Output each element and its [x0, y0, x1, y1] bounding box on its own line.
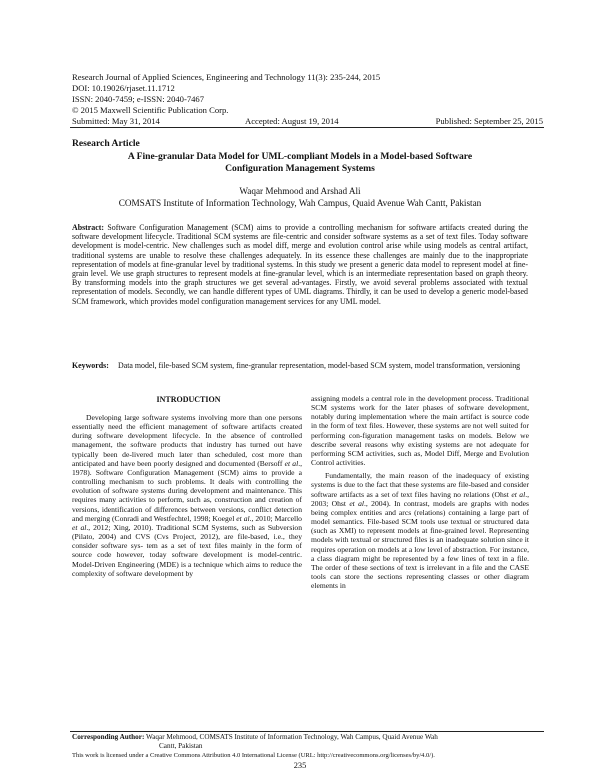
copyright: © 2015 Maxwell Scientific Publication Corp.: [72, 105, 229, 115]
introduction-heading: INTRODUCTION: [156, 395, 221, 404]
corresponding-author-label: Corresponding Author:: [72, 733, 145, 741]
abstract: [72, 223, 528, 306]
left-column: [72, 413, 302, 578]
issn: ISSN: 2040-7459; e-ISSN: 2040-7467: [72, 94, 205, 104]
corresponding-author: Corresponding Author: Waqar Mehmood, COMSATS Institute of Information Technology, Wah Campus, Quaid Avenue Wah: [72, 733, 438, 741]
submitted-date: Submitted: May 31, 2014: [72, 116, 160, 126]
article-type: Research Article: [72, 138, 140, 149]
intro-paragraph-right-2: Fundamentally, the main reason of the inadequacy of existing systems is due to the fact that these systems are file-based and consider software artifacts as a set of text files having no relations (Ohst et al., 2003; Ohst et al., 2004). In contrast, models are graphs with nodes being complex entities and arcs (relations) containing a large part of model semantics. File-based SCM tools use textual or structured data (such as XMI) to represent models at fine-grained level. Representing models with textual or structured files is an inadequate solution since it requires operation on models at a low level of abstraction. For instance, a class diagram might be represented by a few lines of text in a file. The order of these sections of text is irrelevant in a file and the CASE tools can store the sections representing classes or other diagram elements in: [311, 471, 529, 591]
footer-divider: [70, 731, 544, 732]
title-line-1: A Fine-granular Data Model for UML-compliant Models in a Model-based Software: [127, 151, 473, 162]
license-notice: This work is licensed under a Creative Commons Attribution 4.0 International License (URL: http://creativecommons.org/licenses/by/4.0/).: [72, 752, 435, 759]
authors: Waqar Mehmood and Arshad Ali: [239, 186, 361, 196]
corresponding-author-city: Cantt, Pakistan: [159, 742, 203, 750]
intro-paragraph-right-1: assigning models a central role in the development process. Traditional SCM systems work for the later phases of software development, notably during implementation where the main artifact is source code in the form of text files. However, these systems are not well suited for performing con-figuration management tasks on models. Below we describe several reasons why existing systems are not adequate for performing SCM activities, such as, Model Diff, Merge and Evolution Control activities.: [311, 394, 529, 468]
header-divider: [70, 127, 544, 128]
published-date: Published: September 25, 2015: [435, 116, 543, 126]
title-line-2: Configuration Management Systems: [225, 163, 375, 174]
keywords-text: Data model, file-based SCM system, fine-granular representation, model-based SCM system, model transformation, versioning: [118, 361, 521, 370]
abstract-label: Abstract:: [72, 223, 104, 232]
abstract-text: Software Configuration Management (SCM) aims to provide a controlling mechanism for software artifacts created during the software development lifecycle. Traditional SCM systems are file-centric and consider software systems as a set of text files. Today software development is model-centric. New challenges such as model diff, merge and evolution control arise while using models as central artifact, traditional systems are unable to resolve these challenges adequately. In its essence these challenges are mainly due to the inappropriate representation of models at fine-granular level by traditional systems. In this study we present a generic data model to represent model at fine-grain level. We use graph structures to represent models at fine-granular level, which is an intermediate representation based on graph theory. By transforming models into the graph structures we get several ad-vantages. Firstly, we avoid several problems associated with textual representation of models. Secondly, we can handle different types of UML diagrams. Thirdly, it can be used to develop a generic model-based SCM framework, which provides model configuration management services for any UML model.: [72, 223, 528, 306]
journal-citation: Research Journal of Applied Sciences, Engineering and Technology 11(3): 235-244, 2015: [72, 72, 381, 82]
page-number: 235: [293, 761, 307, 770]
accepted-date: Accepted: August 19, 2014: [245, 116, 339, 126]
doi: DOI: 10.19026/rjaset.11.1712: [72, 83, 175, 93]
affiliation: COMSATS Institute of Information Technology, Wah Campus, Quaid Avenue Wah Cantt, Pakistan: [118, 198, 482, 208]
intro-paragraph-1: Developing large software systems involving more than one persons essentially need the efficient management of software artifacts created during software development lifecycle. In the absence of controlled management, the software products that industry has turned out have typically been de-livered much later than scheduled, cost more than anticipated and have been poorly designed and documented (Bersoff et al., 1978). Software Configuration Management (SCM) aims to provide a controlling mechanism to such problems. It deals with controlling the evolution of software systems during development and maintenance. This requires many activities to perform, such as, construction and creation of versions, identification of differences between versions, conflict detection and merging (Conradi and Westfechtel, 1998; Koegel et al., 2010; Marcello et al., 2012; Xing, 2010). Traditional SCM Systems, such as Subversion (Pilato, 2004) and CVS (Cvs Project, 2012), are file-based, i.e., they consider software sys- tem as a set of text files mainly in the form of source code however, today software development is model-centric. Model-Driven Engineering (MDE) is a technique which aims to reduce the complexity of software development by: [72, 413, 302, 578]
keywords-label: Keywords:: [72, 361, 109, 370]
right-column: [311, 394, 529, 590]
